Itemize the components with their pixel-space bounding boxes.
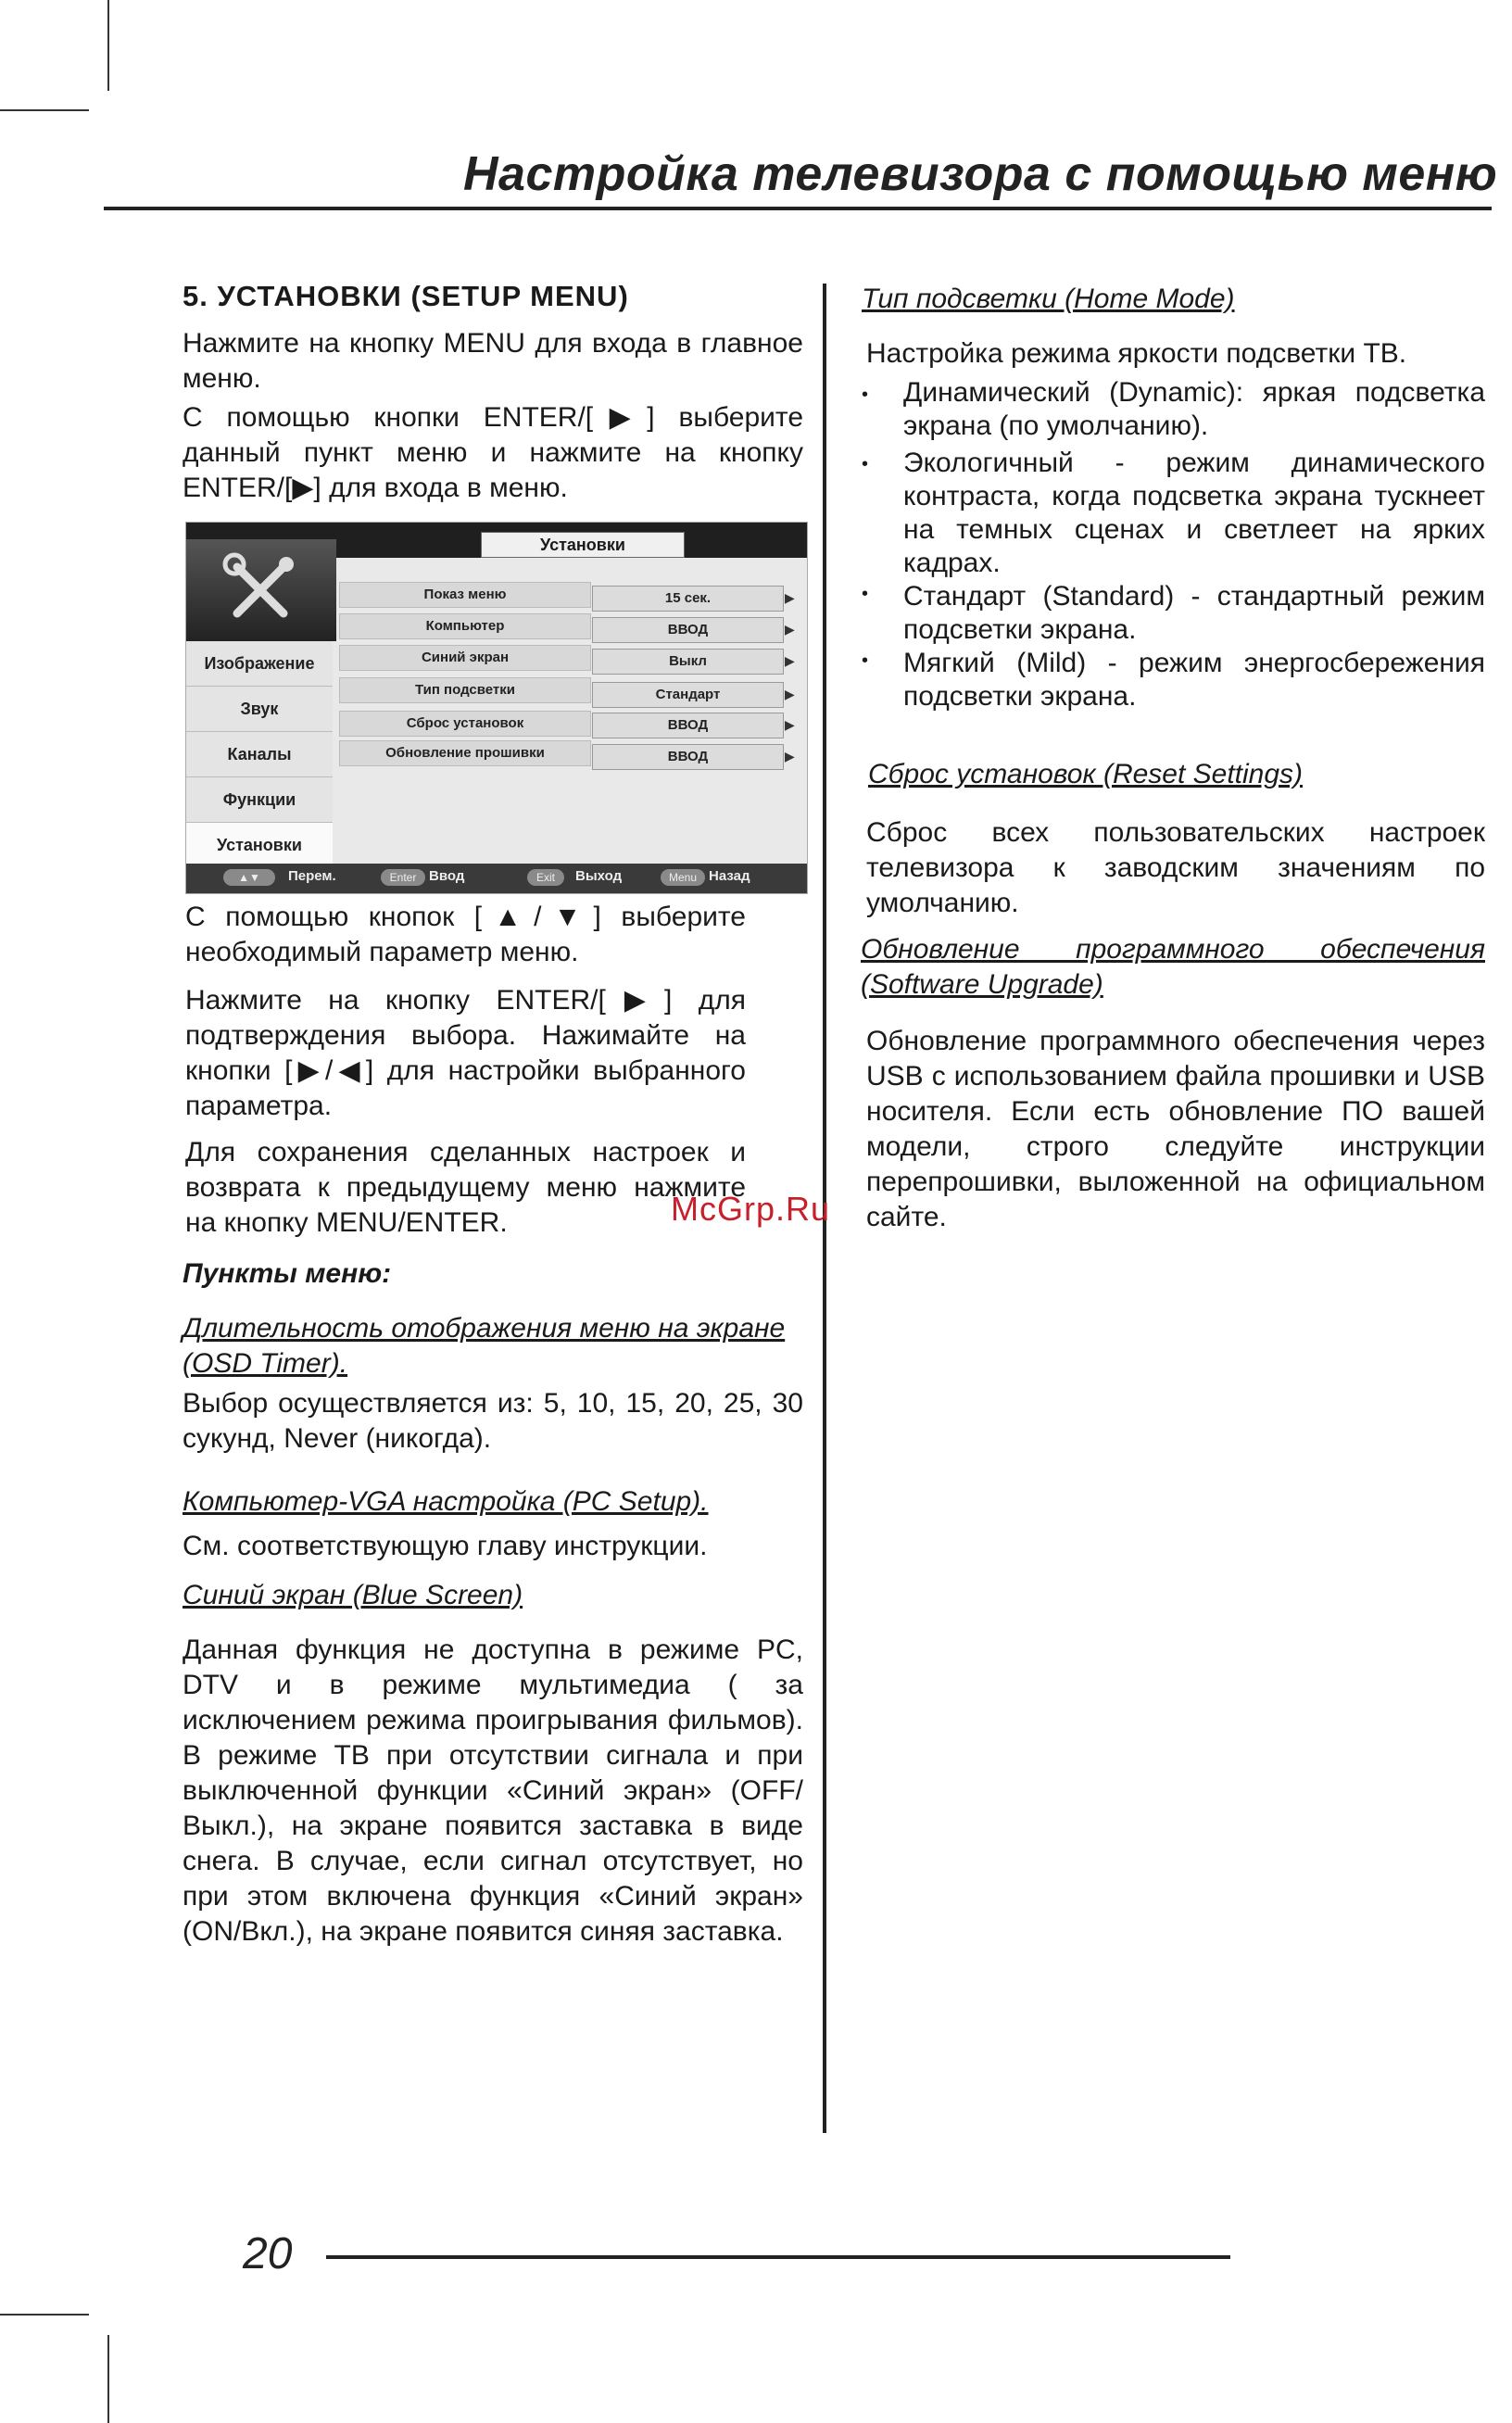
- reset-settings-text: Сброс всех пользовательских настроек телевизора к заводским значениям по умолчанию.: [866, 817, 1485, 918]
- tv-exit-button[interactable]: Exit: [527, 869, 564, 886]
- tv-move-button[interactable]: ▲▼: [223, 869, 275, 886]
- tv-row-label[interactable]: Сброс установок: [339, 711, 591, 737]
- bullet-dot: •: [862, 650, 869, 671]
- tv-row-label[interactable]: Компьютер: [339, 613, 591, 639]
- tv-sidebar-item-channels[interactable]: Каналы: [186, 732, 333, 777]
- tv-row-label[interactable]: Тип подсветки: [339, 677, 591, 703]
- tv-sidebar-item-image[interactable]: Изображение: [186, 641, 333, 687]
- left-paragraph-2: Нажмите на кнопку ENTER/[▶] для подтверждения выбора. Нажимайте на кнопки [▶/◀] для настройки выбранного параметра.: [185, 985, 746, 1121]
- intro-paragraph-1: Нажмите на кнопку MENU для входа в главное меню.: [183, 328, 803, 394]
- backlight-intro: Настройка режима яркости подсветки ТВ.: [866, 338, 1407, 369]
- tv-menu-button[interactable]: Menu: [661, 869, 705, 886]
- tv-row-value[interactable]: 15 сек.: [592, 586, 784, 612]
- backlight-bullet-mild: Мягкий (Mild) - режим энергосбережения подсветки экрана.: [903, 648, 1485, 712]
- crop-mark-top-vertical: [107, 0, 109, 91]
- tools-icon: [186, 539, 336, 641]
- bullet-dot: •: [862, 385, 869, 405]
- backlight-bullet-standard: Стандарт (Standard) - стандартный режим подсветки экрана.: [903, 581, 1485, 645]
- reset-settings-title: Сброс установок (Reset Settings): [868, 759, 1304, 789]
- tv-sidebar-item-sound[interactable]: Звук: [186, 687, 333, 732]
- intro-paragraph-2: С помощью кнопки ENTER/[▶] выберите данный пункт меню и нажмите на кнопку ENTER/[▶] для входа в меню.: [183, 402, 803, 503]
- tv-row-label[interactable]: Показ меню: [339, 582, 591, 608]
- tv-setup-menu-screenshot: [185, 522, 808, 894]
- section-heading: 5. УСТАНОВКИ (SETUP MENU): [183, 280, 629, 312]
- title-rule: [104, 207, 1492, 210]
- left-paragraph-3: Для сохранения сделанных настроек и возврата к предыдущему меню нажмите на кнопку MENU/ENTER.: [185, 1137, 746, 1238]
- tv-row-value[interactable]: Выкл: [592, 649, 784, 675]
- tv-sidebar-item-functions[interactable]: Функции: [186, 777, 333, 823]
- tv-row-value[interactable]: ВВОД: [592, 713, 784, 738]
- pc-setup-title: Компьютер-VGA настройка (PC Setup).: [183, 1486, 709, 1517]
- tv-row-value[interactable]: Стандарт: [592, 682, 784, 708]
- backlight-bullet-dynamic: Динамический (Dynamic): яркая подсветка экрана (по умолчанию).: [903, 377, 1485, 441]
- tv-menu-label: Назад: [709, 868, 750, 884]
- tv-row-label[interactable]: Обновление прошивки: [339, 740, 591, 766]
- bullet-dot: •: [862, 584, 869, 604]
- tv-menu-tab-title: Установки: [481, 532, 685, 558]
- tv-row-value[interactable]: ВВОД: [592, 744, 784, 770]
- blue-screen-text: Данная функция не доступна в режиме PC, DTV и в режиме мультимедиа ( за исключением режима проигрывания фильмов). В режиме ТВ при отсутствии сигнала и при выключенной функции «Синий экран» (OFF/Выкл.), на экране появится заставка в виде снега. В случае, если сигнал отсутствует, но при этом включена функция «Синий экран» (ON/Вкл.), на экране появится синяя заставка.: [183, 1634, 803, 1947]
- menu-items-heading: Пункты меню:: [183, 1258, 392, 1289]
- tv-exit-label: Выход: [575, 868, 623, 884]
- tv-menu-bottom-bar: [186, 864, 807, 893]
- tv-move-label: Перем.: [288, 868, 336, 884]
- tv-row-arrow-icon: ▶: [785, 653, 795, 668]
- pc-setup-text: См. соответствующую главу инструкции.: [183, 1531, 708, 1561]
- left-paragraph-1: С помощью кнопок [▲/▼] выберите необходимый параметр меню.: [185, 902, 746, 967]
- tv-row-arrow-icon: ▶: [785, 590, 795, 605]
- tv-row-arrow-icon: ▶: [785, 687, 795, 701]
- crop-mark-bottom-horizontal: [0, 2314, 89, 2316]
- tv-enter-button[interactable]: Enter: [381, 869, 425, 886]
- osd-timer-title: Длительность отображения меню на экране (OSD Timer).: [183, 1313, 786, 1379]
- watermark: McGrp.Ru: [671, 1190, 831, 1228]
- tv-row-arrow-icon: ▶: [785, 717, 795, 732]
- tv-sidebar-item-setup[interactable]: Установки: [186, 823, 333, 868]
- crop-mark-top-horizontal: [0, 109, 89, 111]
- tv-enter-label: Ввод: [429, 868, 465, 884]
- crop-mark-bottom-vertical: [107, 2335, 109, 2423]
- tv-row-value[interactable]: ВВОД: [592, 617, 784, 643]
- tv-row-label[interactable]: Синий экран: [339, 645, 591, 671]
- tv-row-arrow-icon: ▶: [785, 622, 795, 637]
- page-number: 20: [243, 2229, 293, 2278]
- software-upgrade-title: Обновление программного обеспечения (Software Upgrade): [861, 934, 1485, 1000]
- footer-rule: [326, 2255, 1230, 2259]
- software-upgrade-text: Обновление программного обеспечения через USB с использованием файла прошивки и USB носителя. Если есть обновление ПО вашей модели, строго следуйте инструкции перепрошивки, выложенной на официальном сайте.: [866, 1026, 1485, 1232]
- tv-row-arrow-icon: ▶: [785, 749, 795, 763]
- blue-screen-title: Синий экран (Blue Screen): [183, 1580, 523, 1610]
- bullet-dot: •: [862, 454, 869, 474]
- page-title: Настройка телевизора с помощью меню: [463, 147, 1498, 201]
- tv-menu-icon-panel: [186, 539, 336, 641]
- backlight-title: Тип подсветки (Home Mode): [862, 284, 1235, 314]
- backlight-bullet-eco: Экологичный - режим динамического контраста, когда подсветка экрана тускнеет на темных сценах и светлеет на ярких кадрах.: [903, 448, 1485, 578]
- osd-timer-text: Выбор осуществляется из: 5, 10, 15, 20, 25, 30 сукунд, Never (никогда).: [183, 1388, 803, 1454]
